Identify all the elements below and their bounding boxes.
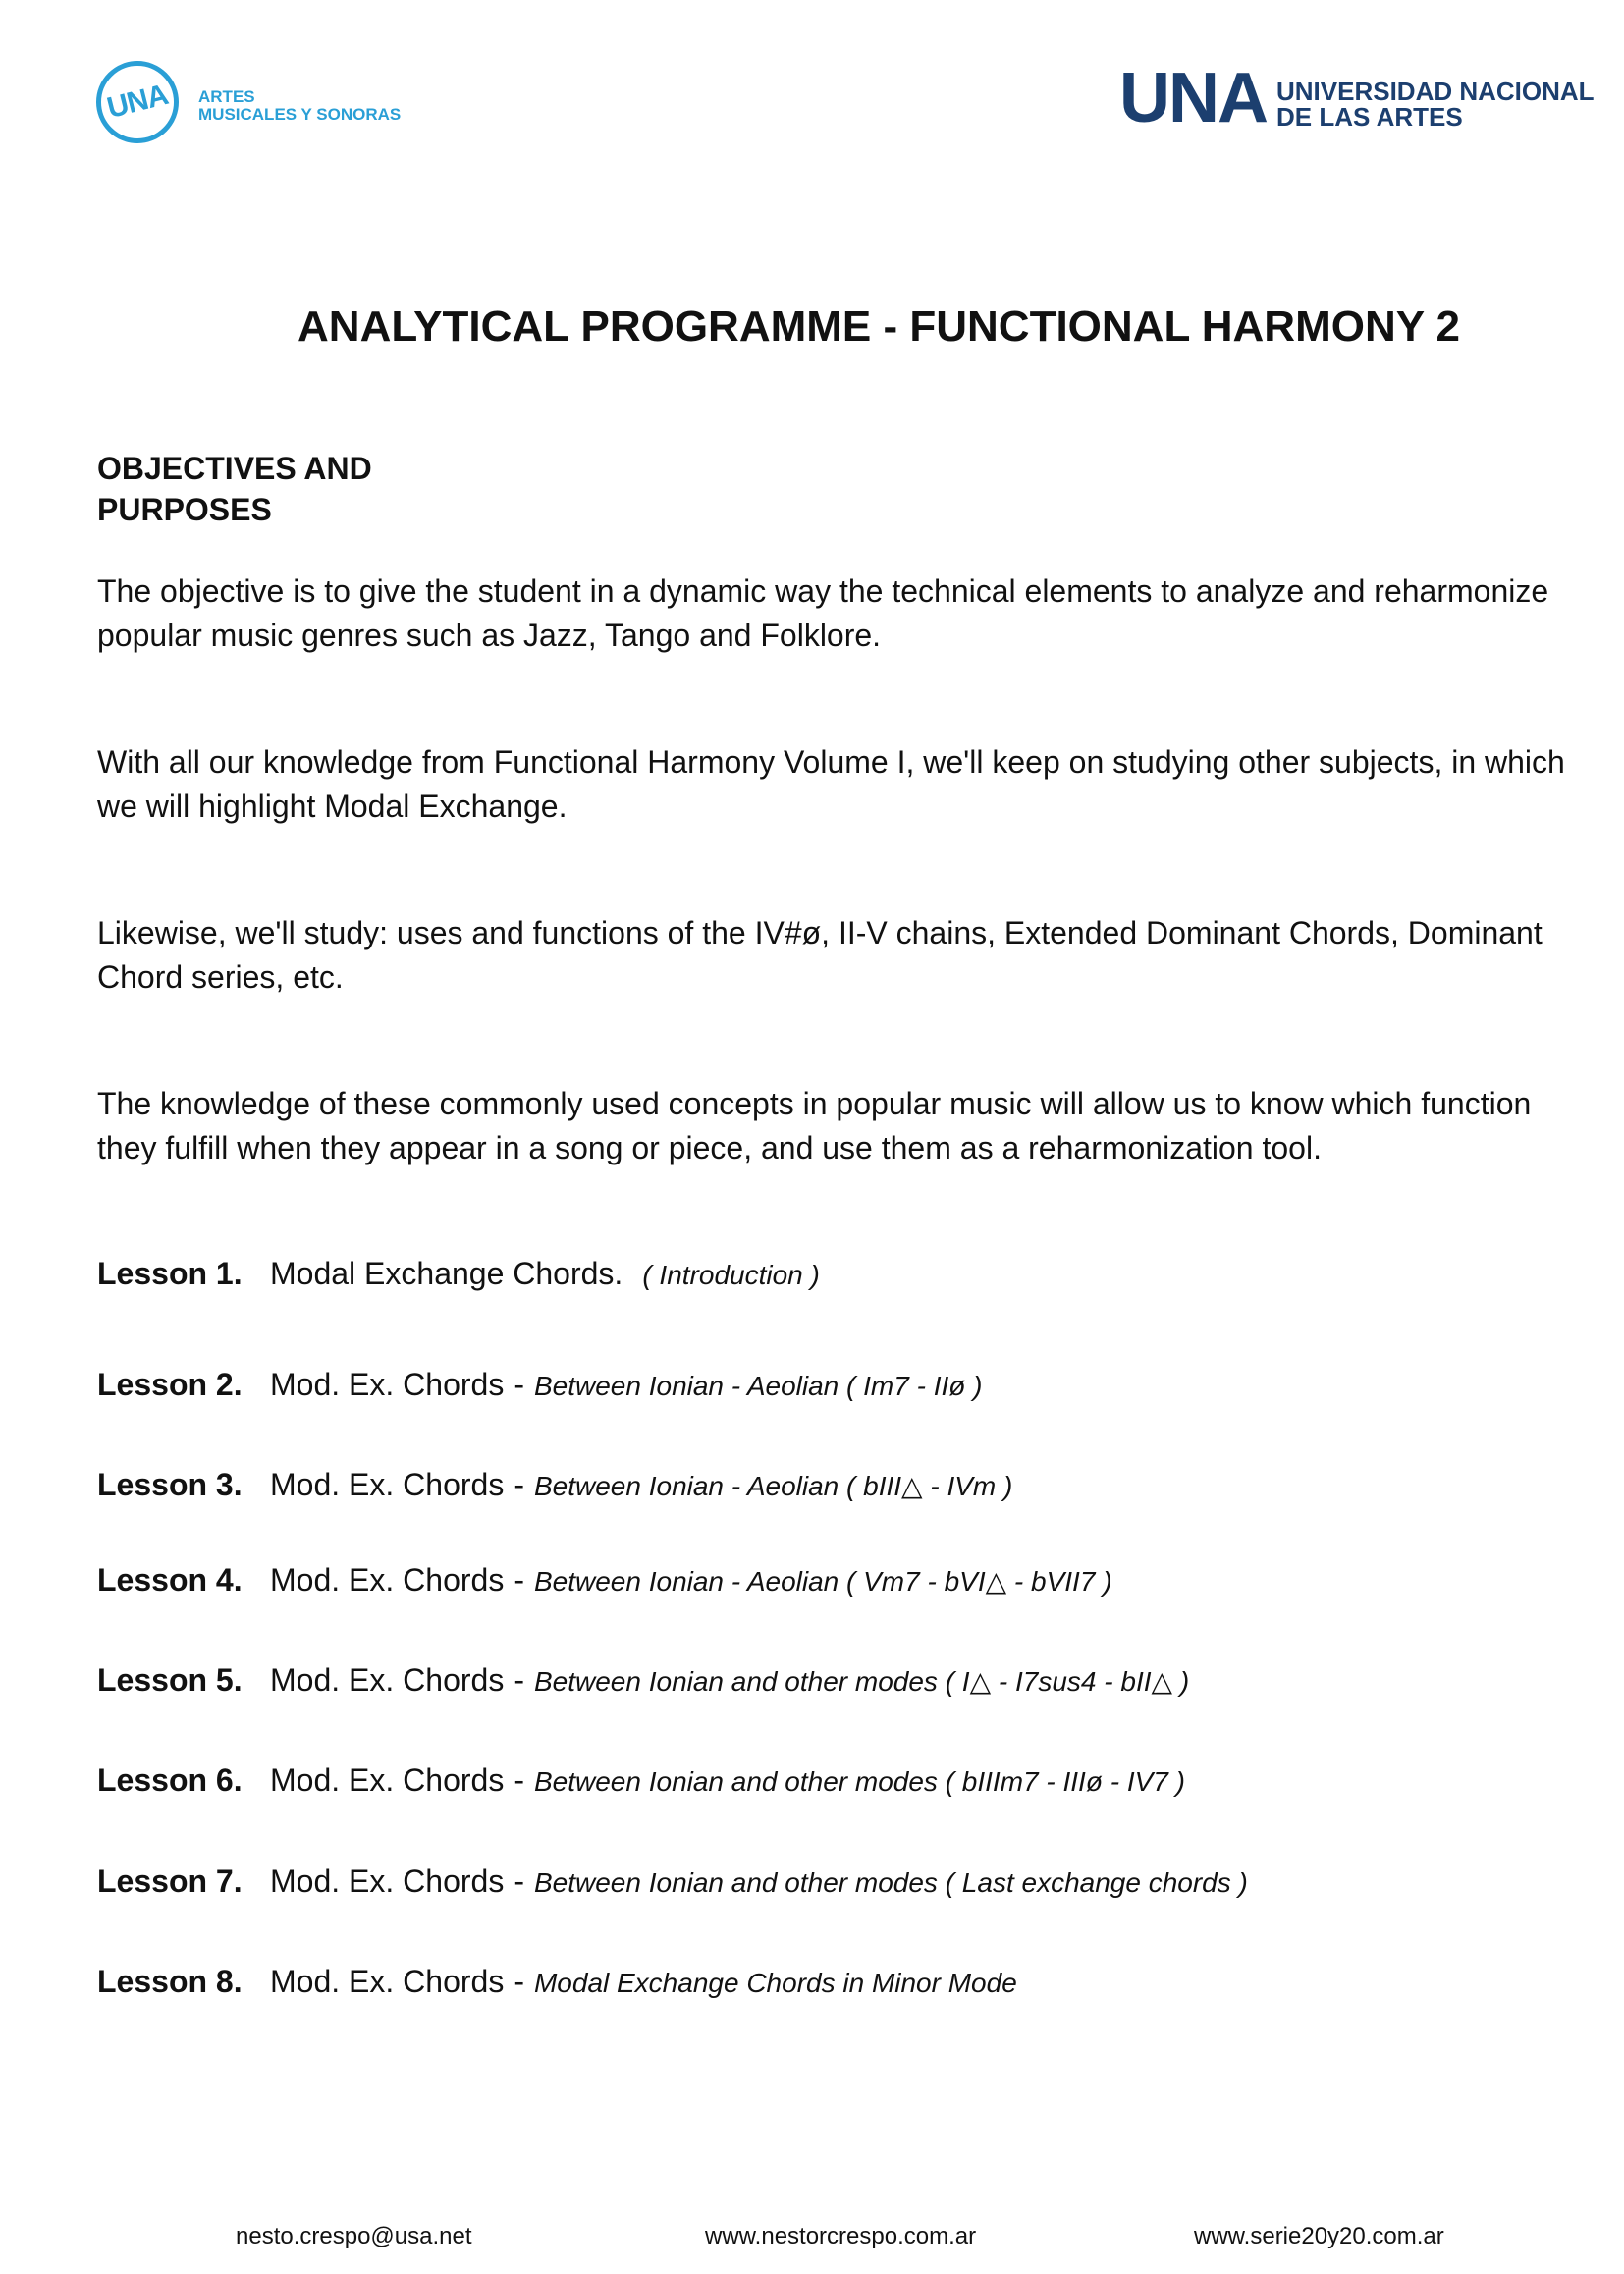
logo-left-line1: ARTES	[198, 87, 255, 106]
lesson-dash: -	[514, 1662, 524, 1698]
section-heading	[97, 448, 686, 530]
lesson-detail: Modal Exchange Chords in Minor Mode	[533, 1968, 1017, 1998]
lesson-detail: Between Ionian - Aeolian ( bIII△ - IVm )	[533, 1471, 1013, 1501]
una-circle-text: UNA	[103, 79, 171, 126]
una-circle-mark	[96, 61, 179, 143]
logo-right-line1: UNIVERSIDAD NACIONAL	[1276, 77, 1595, 106]
universidad-nacional-text	[1276, 79, 1595, 130]
lesson-number: Lesson 3.	[97, 1467, 243, 1502]
lesson-dash: -	[514, 1562, 524, 1597]
section-heading-line2: PURPOSES	[97, 492, 272, 527]
lesson-dash: -	[514, 1467, 524, 1502]
footer-website-serie20y20: www.serie20y20.com.ar	[1194, 2223, 1444, 2249]
lesson-topic: Mod. Ex. Chords	[270, 1864, 505, 1899]
lesson-item	[97, 1859, 1590, 1904]
lesson-detail: ( Introduction )	[642, 1260, 820, 1290]
lesson-item	[97, 1251, 1590, 1296]
lesson-item	[97, 1362, 1590, 1407]
una-artes-musicales-logo	[96, 61, 430, 159]
artes-musicales-text	[198, 88, 401, 124]
lesson-number: Lesson 8.	[97, 1964, 243, 1999]
lesson-number: Lesson 1.	[97, 1256, 243, 1291]
lesson-dash: -	[514, 1864, 524, 1899]
lesson-topic: Mod. Ex. Chords	[270, 1964, 505, 1999]
lesson-item	[97, 1462, 1590, 1507]
lesson-topic: Mod. Ex. Chords	[270, 1467, 505, 1502]
lesson-item	[97, 1657, 1590, 1703]
lesson-number: Lesson 7.	[97, 1864, 243, 1899]
lesson-dash: -	[514, 1964, 524, 1999]
lesson-number: Lesson 2.	[97, 1367, 243, 1402]
universidad-nacional-logo	[1119, 59, 1600, 141]
lesson-detail: Between Ionian and other modes ( I△ - I7sus4 - bII△ )	[533, 1666, 1190, 1697]
lesson-dash: -	[514, 1762, 524, 1798]
una-wordmark: UNA	[1119, 59, 1267, 137]
logo-left-line2: MUSICALES Y SONORAS	[198, 105, 402, 124]
lesson-detail: Between Ionian and other modes ( bIIIm7 - IIIø - IV7 )	[533, 1766, 1185, 1797]
lesson-detail: Between Ionian - Aeolian ( Im7 - IIø )	[533, 1371, 983, 1401]
lesson-topic: Mod. Ex. Chords	[270, 1662, 505, 1698]
objective-paragraph: With all our knowledge from Functional Harmony Volume I, we'll keep on studying other subjects, in which we will highlight Modal Exchange.	[97, 744, 1565, 824]
footer-website-nestorcrespo: www.nestorcrespo.com.ar	[705, 2223, 977, 2249]
lesson-detail: Between Ionian and other modes ( Last exchange chords )	[533, 1868, 1248, 1898]
logo-right-line2: DE LAS ARTES	[1276, 102, 1463, 132]
lesson-item	[97, 1959, 1590, 2004]
lesson-topic: Modal Exchange Chords.	[270, 1256, 623, 1291]
lesson-topic: Mod. Ex. Chords	[270, 1762, 505, 1798]
lesson-number: Lesson 5.	[97, 1662, 243, 1698]
document-title: ANALYTICAL PROGRAMME - FUNCTIONAL HARMONY 2	[298, 302, 1460, 351]
lesson-topic: Mod. Ex. Chords	[270, 1562, 505, 1597]
lesson-item	[97, 1758, 1590, 1803]
lesson-item	[97, 1557, 1590, 1602]
lesson-topic: Mod. Ex. Chords	[270, 1367, 505, 1402]
lesson-detail: Between Ionian - Aeolian ( Vm7 - bVI△ - bVII7 )	[533, 1566, 1112, 1597]
objective-paragraph: Likewise, we'll study: uses and functions of the IV#ø, II-V chains, Extended Dominant Chords, Dominant Chord series, etc.	[97, 915, 1543, 995]
objective-paragraph: The objective is to give the student in a dynamic way the technical elements to analyze and reharmonize popular music genres such as Jazz, Tango and Folklore.	[97, 573, 1549, 653]
section-heading-line1: OBJECTIVES AND	[97, 451, 372, 486]
objective-paragraph: The knowledge of these commonly used concepts in popular music will allow us to know which function they fulfill when they appear in a song or piece, and use them as a reharmonization tool.	[97, 1086, 1532, 1165]
lesson-number: Lesson 6.	[97, 1762, 243, 1798]
lesson-dash: -	[514, 1367, 524, 1402]
lesson-number: Lesson 4.	[97, 1562, 243, 1597]
footer-email: nesto.crespo@usa.net	[236, 2223, 472, 2249]
